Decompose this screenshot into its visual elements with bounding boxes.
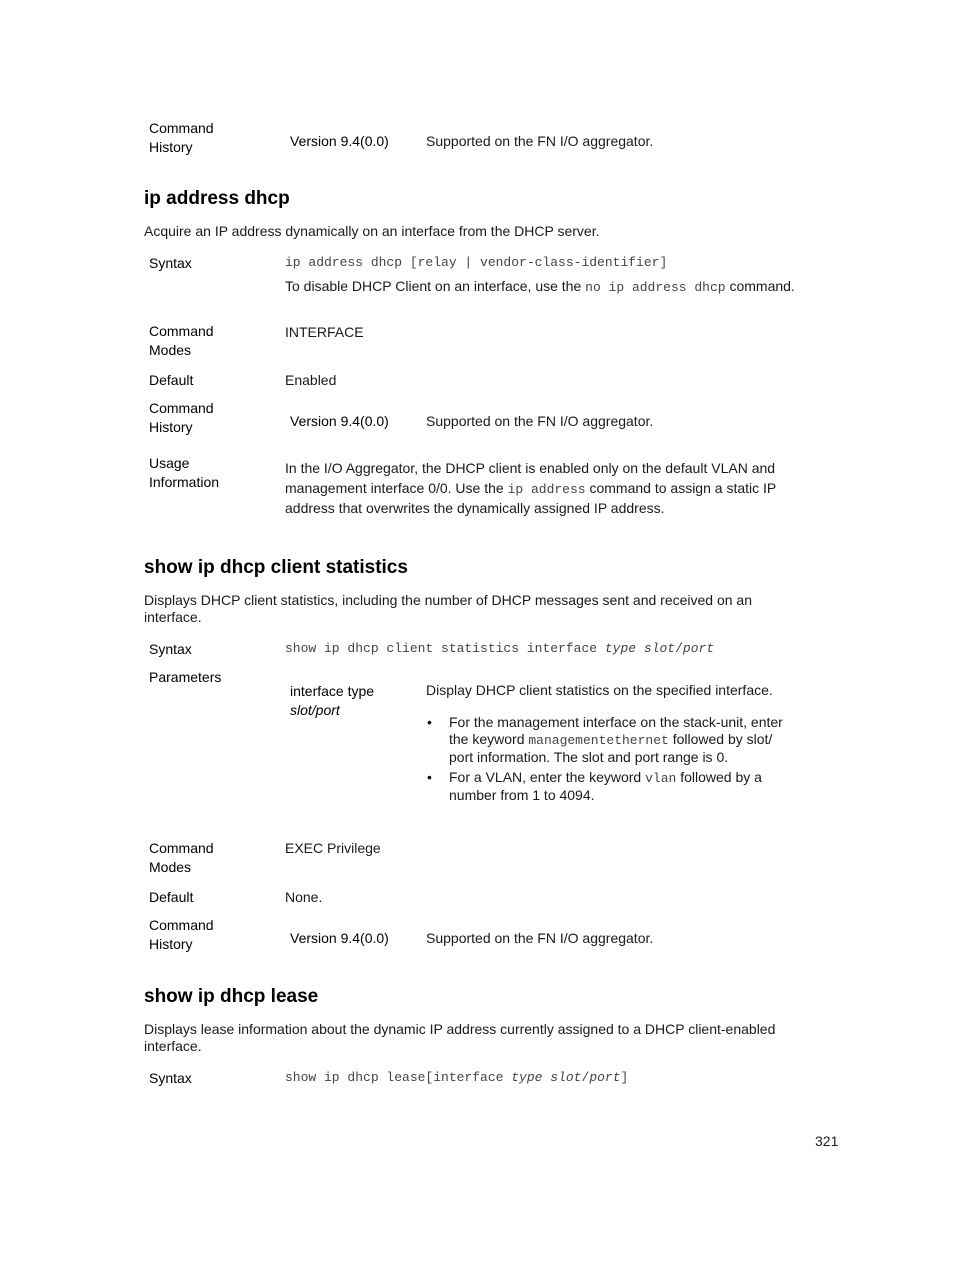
syntax-code: ip address dhcp [relay | vendor-class-identifier] — [285, 255, 668, 270]
default-value: Enabled — [285, 372, 337, 388]
syntax-label: Syntax — [149, 255, 192, 271]
inline-code: managementethernet — [528, 733, 669, 748]
command-history-label: Command History — [149, 917, 214, 952]
bullet-icon: • — [427, 714, 432, 730]
usage-information-text: In the I/O Aggregator, the DHCP client is enabled only on the default VLAN and management interface 0/0. Use the ip address command to assign a static IP address that overwrites the dynamically assigned IP address. — [285, 460, 777, 516]
default-label: Default — [149, 372, 194, 388]
history-version: Version 9.4(0.0) — [290, 930, 389, 946]
bullet-item: For a VLAN, enter the keyword vlan followed by a number from 1 to 4094. — [449, 769, 762, 803]
section-intro: Displays lease information about the dynamic IP address currently assigned to a DHCP client-enabled interface. — [144, 1021, 776, 1054]
bullet-item: For the management interface on the stack-unit, enter the keyword managementethernet followed by slot/ port information. The slot and port range is 0. — [449, 714, 783, 765]
syntax-label: Syntax — [149, 641, 192, 657]
parameters-label: Parameters — [149, 669, 222, 685]
page-number: 321 — [815, 1133, 839, 1149]
command-history-label: Command History — [149, 120, 214, 155]
command-modes-value: INTERFACE — [285, 324, 364, 340]
default-label: Default — [149, 889, 194, 905]
parameter-name: interface type slot/port — [290, 683, 375, 718]
command-modes-value: EXEC Privilege — [285, 840, 381, 856]
parameter-description: Display DHCP client statistics on the specified interface. — [426, 682, 773, 698]
inline-code: no ip address dhcp — [585, 280, 726, 295]
section-title-show-ip-dhcp-lease: show ip dhcp lease — [144, 986, 319, 1007]
section-intro: Acquire an IP address dynamically on an interface from the DHCP server. — [144, 223, 600, 239]
history-description: Supported on the FN I/O aggregator. — [426, 930, 654, 946]
history-description: Supported on the FN I/O aggregator. — [426, 133, 654, 149]
syntax-code: show ip dhcp client statistics interface type slot/port — [285, 641, 715, 656]
syntax-label: Syntax — [149, 1070, 192, 1086]
section-title-ip-address-dhcp: ip address dhcp — [144, 188, 290, 209]
usage-information-label: Usage Information — [149, 455, 220, 490]
bullet-icon: • — [427, 769, 432, 785]
inline-code: vlan — [645, 771, 677, 786]
command-history-label: Command History — [149, 400, 214, 435]
history-description: Supported on the FN I/O aggregator. — [426, 413, 654, 429]
section-intro: Displays DHCP client statistics, including the number of DHCP messages sent and received on an interface. — [144, 592, 752, 625]
section-title-show-ip-dhcp-client-statistics: show ip dhcp client statistics — [144, 557, 408, 578]
syntax-code: show ip dhcp lease[interface type slot/port] — [285, 1070, 629, 1085]
history-version: Version 9.4(0.0) — [290, 413, 389, 429]
syntax-note: To disable DHCP Client on an interface, use the no ip address dhcp command. — [285, 278, 795, 295]
command-modes-label: Command Modes — [149, 323, 214, 358]
default-value: None. — [285, 889, 323, 905]
inline-code: ip address — [507, 481, 586, 497]
history-version: Version 9.4(0.0) — [290, 133, 389, 149]
command-modes-label: Command Modes — [149, 840, 214, 875]
